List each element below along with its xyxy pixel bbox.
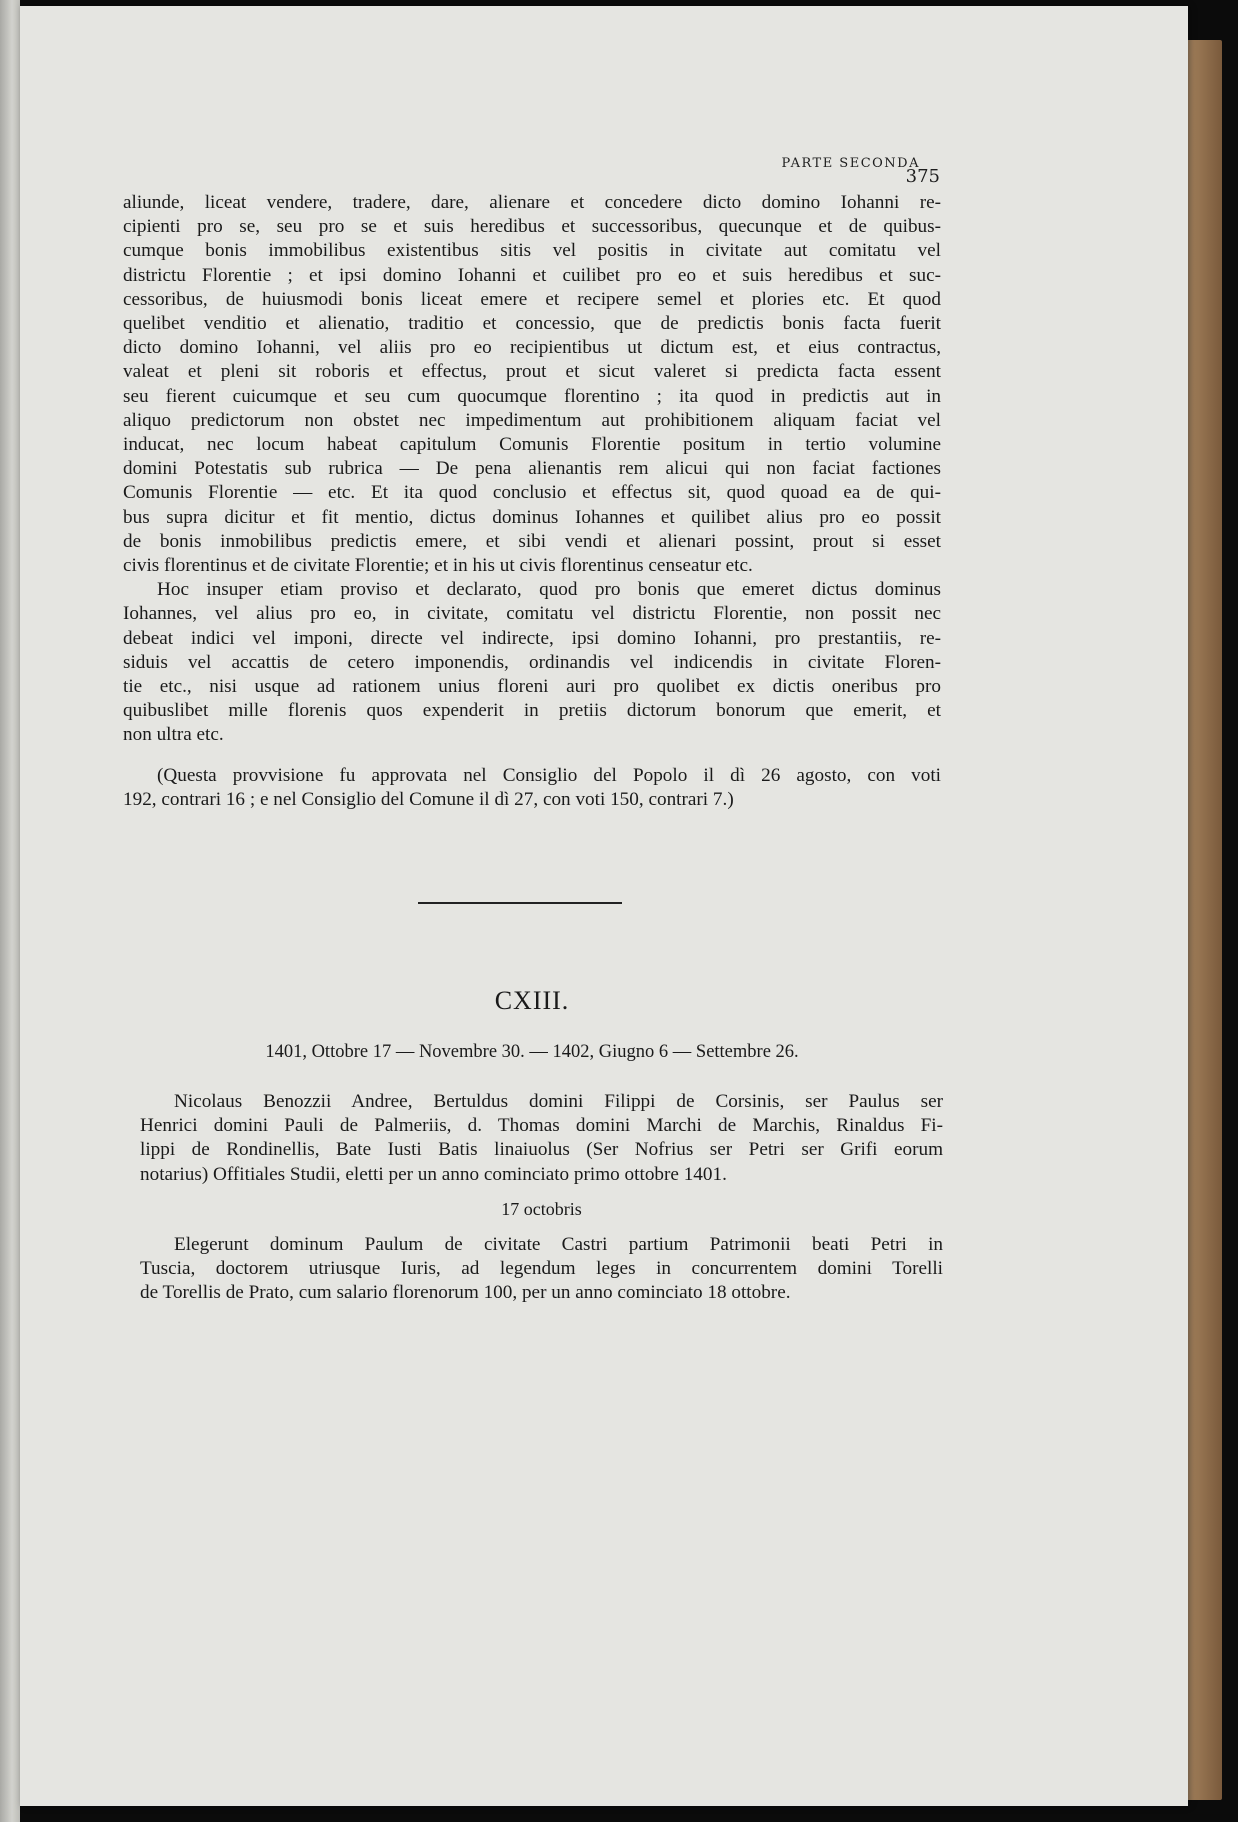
text-line: valeat et pleni sit roboris et effectus, prout et sicut valeret si predicta facta essent: [123, 361, 941, 383]
text-line: aliquo predictorum non obstet nec impedimentum aut prohibitionem aliquam faciat vel: [123, 409, 941, 431]
text-line: notarius) Offitiales Studii, eletti per un anno cominciato primo ottobre 1401.: [140, 1163, 727, 1185]
paragraph-2: [123, 578, 941, 747]
section-entry: [140, 1233, 943, 1306]
editorial-note: [123, 764, 941, 812]
previous-page-edge: [0, 0, 20, 1822]
section-body: [140, 1090, 943, 1306]
text-line: quelibet venditio et alienatio, traditio et concessio, que de predictis bonis facta fuerit: [123, 313, 941, 335]
text-line: de bonis inmobilibus predictis emere, et sibi vendi et alienari possint, prout si esset: [123, 530, 941, 552]
section-divider: [418, 902, 622, 904]
text-line: Elegerunt dominum Paulum de civitate Castri partium Patrimonii beati Petri in: [174, 1234, 943, 1256]
text-line: non ultra etc.: [123, 724, 224, 746]
text-line: Hoc insuper etiam proviso et declarato, quod pro bonis que emeret dictus dominus: [157, 579, 941, 601]
section-intro: [140, 1090, 943, 1187]
text-line: (Questa provvisione fu approvata nel Consiglio del Popolo il dì 26 agosto, con voti: [157, 764, 941, 786]
page-number: 375: [905, 166, 940, 187]
text-line: districtu Florentie ; et ipsi domino Iohanni et cuilibet pro eo et suis heredibus et suc-: [123, 264, 941, 286]
text-line: Comunis Florentie — etc. Et ita quod conclusio et effectus sit, quod quoad ea de qui-: [123, 482, 941, 504]
main-text: [123, 191, 941, 812]
text-line: debeat indici vel imponi, directe vel indirecte, ipsi domino Iohanni, pro prestantiis, re-: [123, 627, 941, 649]
text-line: aliunde, liceat vendere, tradere, dare, alienare et concedere dicto domino Iohanni re-: [123, 192, 941, 213]
text-line: 192, contrari 16 ; e nel Consiglio del Comune il dì 27, con voti 150, contrari 7.): [123, 788, 734, 810]
text-line: Iohannes, vel alius pro eo, in civitate, comitatu vel districtu Florentie, non possit nec: [123, 603, 941, 625]
section-dates: 1401, Ottobre 17 — Novembre 30. — 1402, Giugno 6 — Settembre 26.: [265, 1042, 799, 1062]
text-line: Tuscia, doctorem utriusque Iuris, ad legendum leges in concurrentem domini Torelli: [140, 1258, 943, 1280]
text-line: tie etc., nisi usque ad rationem unius floreni auri pro quolibet ex dictis oneribus pro: [123, 676, 941, 698]
text-line: civis florentinus et de civitate Florentie; et in his ut civis florentinus censeatur etc.: [123, 555, 753, 577]
text-line: bus supra dicitur et fit mentio, dictus dominus Iohannes et quilibet alius pro eo possit: [123, 506, 941, 528]
section-number: CXIII.: [494, 986, 570, 1015]
text-line: inducat, nec locum habeat capitulum Comunis Florentie positum in tertio volumine: [123, 434, 941, 456]
book-page: [20, 6, 1188, 1806]
paragraph-1: [123, 191, 941, 578]
text-line: seu fierent cuicumque et seu cum quocumque florentino ; ita quod in predictis aut in: [123, 385, 941, 407]
text-line: quibuslibet mille florenis quos expenderit in pretiis dictorum bonorum que emerit, et: [123, 700, 941, 722]
text-line: de Torellis de Prato, cum salario florenorum 100, per un anno cominciato 18 ottobre.: [140, 1282, 791, 1304]
text-line: dicto domino Iohanni, vel aliis pro eo recipientibus ut dictum est, et eius contractus,: [123, 337, 941, 359]
date-heading: 17 octobris: [501, 1198, 582, 1219]
text-line: Nicolaus Benozzii Andree, Bertuldus domini Filippi de Corsinis, ser Paulus ser: [174, 1091, 943, 1112]
text-line: cipienti pro se, seu pro se et suis heredibus et successoribus, quecunque et de quibus-: [123, 216, 941, 238]
text-line: cessoribus, de huiusmodi bonis liceat emere et recipere semel et plories etc. Et quod: [123, 288, 941, 310]
text-line: Henrici domini Pauli de Palmeriis, d. Thomas domini Marchi de Marchis, Rinaldus Fi-: [140, 1115, 943, 1137]
text-line: cumque bonis immobilibus existentibus sitis vel positis in civitate aut comitatu vel: [123, 240, 941, 262]
text-line: siduis vel accattis de cetero imponendis, ordinandis vel indicendis in civitate Floren-: [123, 651, 941, 673]
text-line: lippi de Rondinellis, Bate Iusti Batis linaiuolus (Ser Nofrius ser Petri ser Grifi eorum: [140, 1139, 943, 1161]
running-head: PARTE SECONDA: [781, 156, 920, 171]
text-line: domini Potestatis sub rubrica — De pena alienantis rem alicui qui non faciat factiones: [123, 458, 941, 480]
